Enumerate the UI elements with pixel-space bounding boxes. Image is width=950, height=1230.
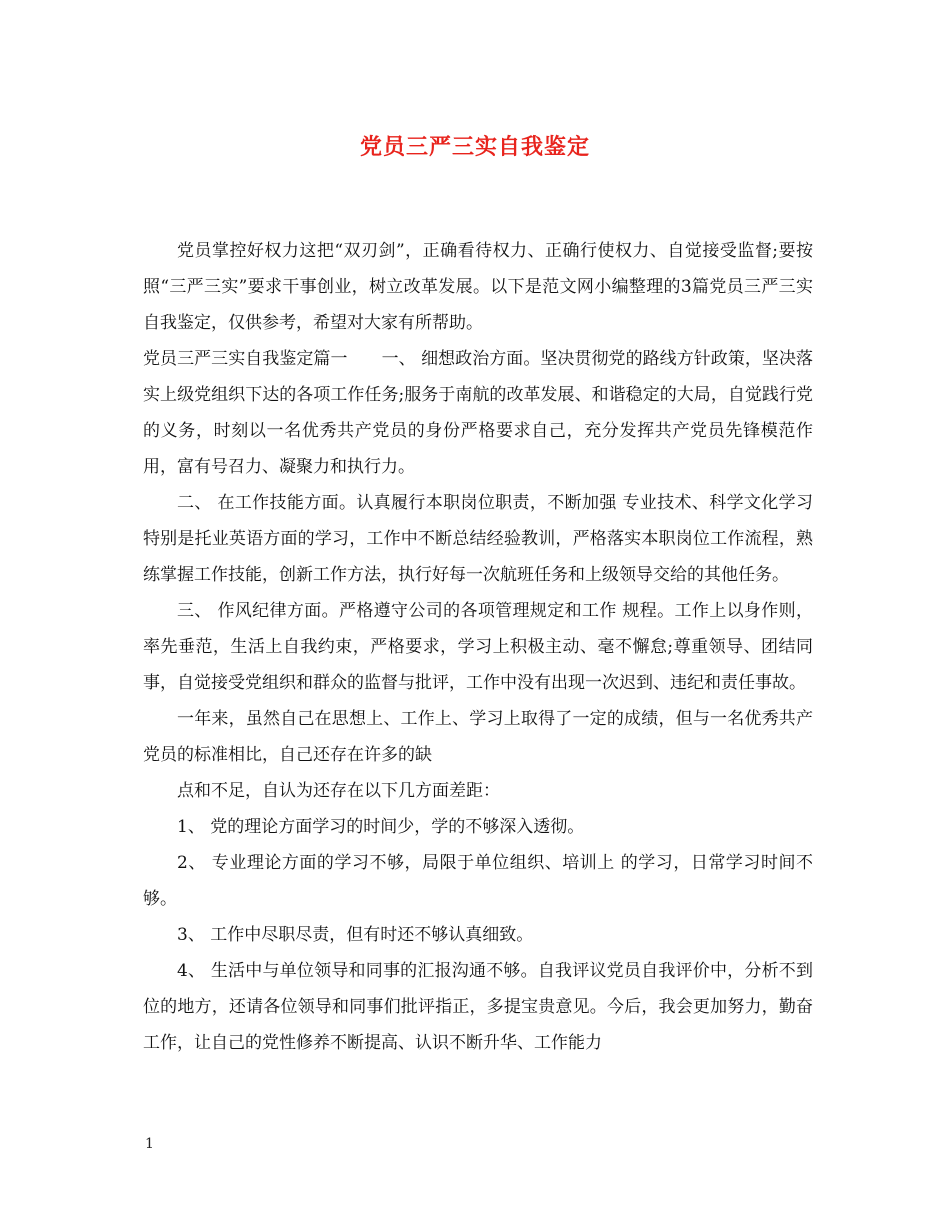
summary-paragraph: 一年来，虽然自己在思想上、工作上、学习上取得了一定的成绩，但与一名优秀共产党员的标准相比，自己还存在许多的缺 (143, 709, 813, 765)
document-body (143, 233, 813, 1061)
document-title: 党员三严三实自我鉴定 (359, 134, 590, 160)
section-two-paragraph: 二、 在工作技能方面。认真履行本职岗位职责，不断加强 专业技术、科学文化学习特别是托业英语方面的学习，工作中不断总结经验教训，严格落实本职岗位工作流程，熟练掌握工作技能，创新工作方法，执行好每一次航班任务和上级领导交给的其他任务。 (143, 493, 813, 585)
section-one-paragraph: 党员三严三实自我鉴定篇一 一、 细想政治方面。坚决贯彻党的路线方针政策，坚决落 实上级党组织下达的各项工作任务;服务于南航的改革发展、和谐稳定的大局，自觉践行党的义务，时刻以一名优秀共产党员的身份严格要求自己，充分发挥共产党员先锋模范作用，富有号召力、凝聚力和执行力。 (143, 349, 813, 477)
section-three-paragraph: 三、 作风纪律方面。严格遵守公司的各项管理规定和工作 规程。工作上以身作则，率先垂范，生活上自我约束，严格要求，学习上积极主动、毫不懈怠;尊重领导、团结同事，自觉接受党组织和群众的监督与批评，工作中没有出现一次迟到、违纪和责任事故。 (143, 601, 813, 693)
shortcoming-item-3: 3、 工作中尽职尽责，但有时还不够认真细致。 (177, 925, 534, 945)
shortcoming-item-2: 2、 专业理论方面的学习不够，局限于单位组织、培训上 的学习，日常学习时间不够。 (143, 853, 813, 909)
shortcoming-item-1: 1、 党的理论方面学习的时间少，学的不够深入透彻。 (177, 817, 585, 837)
shortcoming-item-4: 4、 生活中与单位领导和同事的汇报沟通不够。自我评议党员自我评价中，分析不到位的地方，还请各位领导和同事们批评指正，多提宝贵意见。今后，我会更加努力，勤奋工作，让自己的党性修养不断提高、认识不断升华、工作能力 (143, 961, 813, 1053)
intro-paragraph: 党员掌控好权力这把“双刃剑”，正确看待权力、正确行使权力、自觉接受监督;要按照“三严三实”要求干事创业，树立改革发展。以下是范文网小编整理的3篇党员三严三实自我鉴定，仅供参考，希望对大家有所帮助。 (143, 241, 813, 333)
shortcomings-intro-paragraph: 点和不足，自认为还存在以下几方面差距： (177, 781, 500, 801)
page-number: 1 (145, 1136, 154, 1152)
